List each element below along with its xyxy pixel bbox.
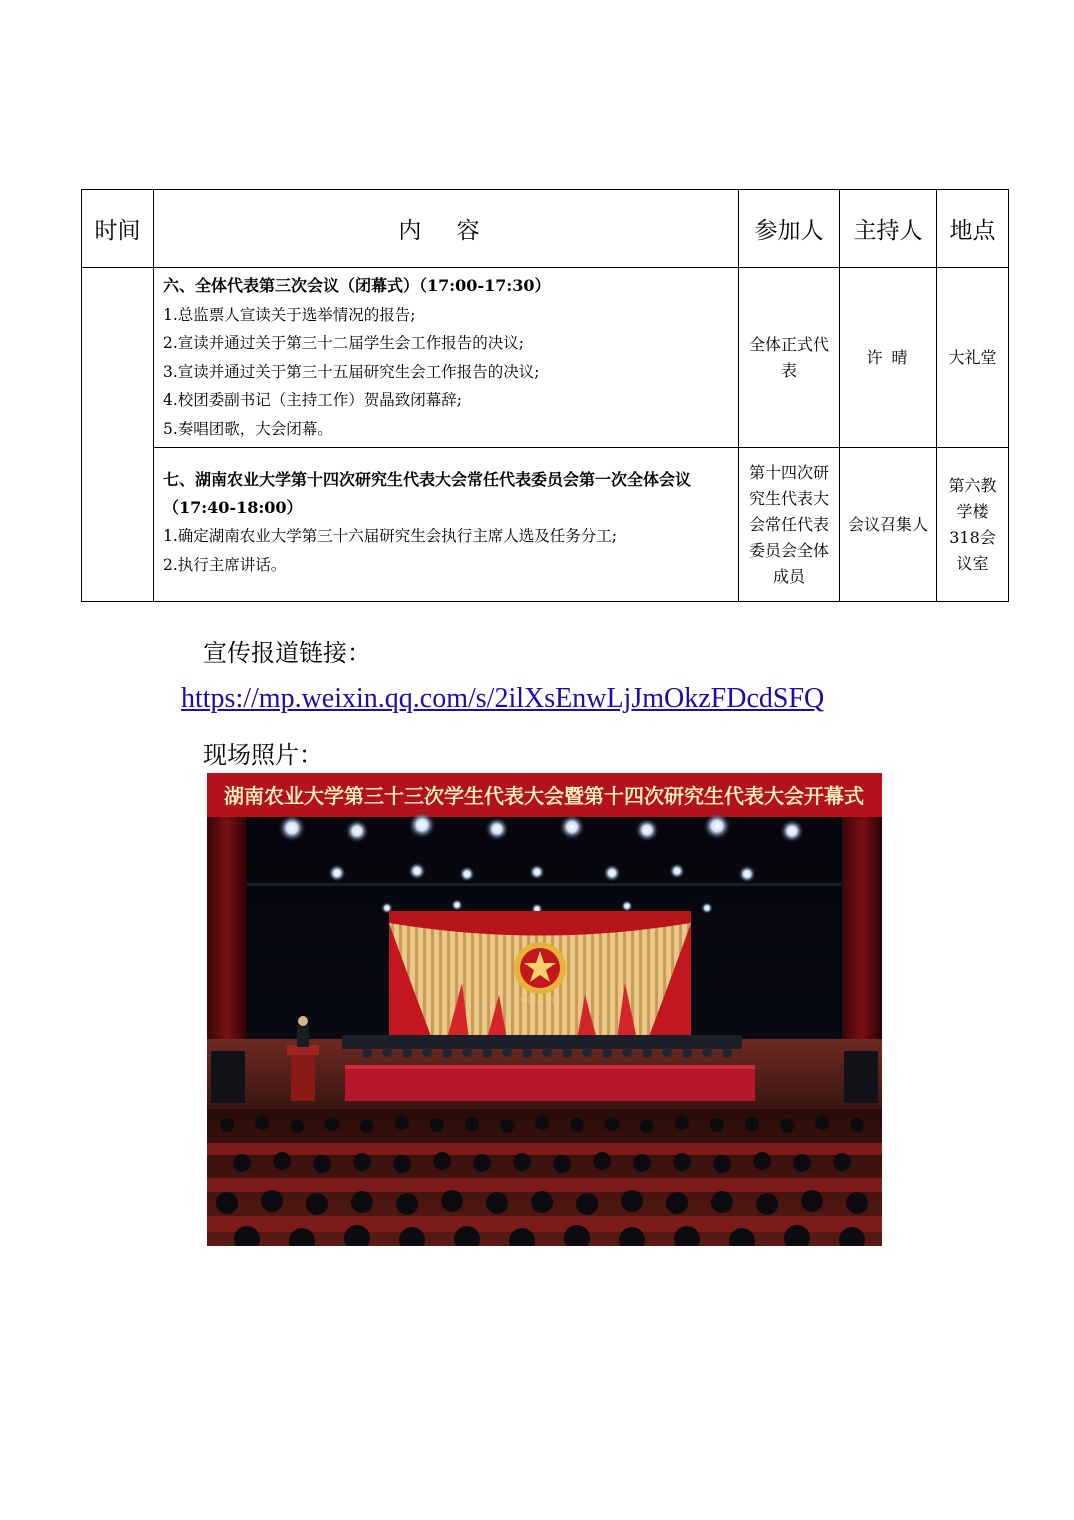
head-table	[342, 1035, 755, 1101]
row-participants-cell	[739, 448, 840, 602]
host-text: 许 晴	[866, 347, 910, 367]
header-host: 主持人	[840, 190, 937, 268]
list-item: 3.宣读并通过关于第三十五届研究生会工作报告的决议;	[163, 362, 540, 381]
row-location-cell	[937, 448, 1009, 602]
header-location: 地点	[937, 190, 1009, 268]
header-participants: 参加人	[739, 190, 840, 268]
row-content-cell	[154, 448, 739, 602]
banner-text: 湖南农业大学第三十三次学生代表大会暨第十四次研究生代表大会开幕式	[224, 784, 864, 808]
emblem-text: 中国共青团	[520, 996, 560, 1005]
participants-text: 全体正式代表	[748, 334, 829, 380]
photo-label: 现场照片：	[203, 741, 323, 769]
table-header-row	[82, 190, 1009, 268]
table-row	[82, 268, 1009, 448]
publicity-label: 宣传报道链接：	[203, 639, 371, 667]
emblem	[514, 942, 566, 1005]
list-item: 1.总监票人宣读关于选举情况的报告;	[163, 305, 416, 324]
banner	[207, 773, 882, 817]
table-row	[82, 448, 1009, 602]
section-title: 七、湖南农业大学第十四次研究生代表大会常任代表委员会第一次全体会议（17:40-18:00）	[163, 470, 692, 517]
row-time-cell	[82, 268, 154, 602]
header-content: 内 容	[154, 190, 739, 268]
list-item: 2.宣读并通过关于第三十二届学生会工作报告的决议;	[163, 334, 525, 352]
row-participants-cell	[739, 268, 840, 448]
list-item: 1.确定湖南农业大学第三十六届研究生会执行主席人选及任务分工;	[163, 527, 618, 545]
location-text: 第六教学楼318会议室	[948, 475, 997, 573]
list-item: 4.校团委副书记（主持工作）贺晶致闭幕辞;	[163, 391, 463, 409]
row-host-cell	[840, 448, 937, 602]
row-location-cell	[937, 268, 1009, 448]
stage-backdrop	[389, 911, 691, 1039]
list-item: 2.执行主席讲话。	[163, 555, 287, 574]
list-item: 5.奏唱团歌，大会闭幕。	[163, 419, 333, 438]
section-title: 六、全体代表第三次会议（闭幕式）（17:00-17:30）	[163, 276, 551, 295]
agenda-table	[81, 189, 1009, 602]
host-text: 会议召集人	[847, 514, 928, 534]
location-text: 大礼堂	[948, 347, 997, 367]
audience	[207, 1109, 882, 1246]
publicity-link[interactable]: https://mp.weixin.qq.com/s/2ilXsEnwLjJmOkzFDcdSFQ	[181, 683, 825, 714]
header-time: 时间	[82, 190, 154, 268]
row-content-cell	[154, 268, 739, 448]
participants-text: 第十四次研究生代表大会常任代表委员会全体成员	[748, 462, 829, 586]
row-host-cell	[840, 268, 937, 448]
event-photo	[207, 773, 882, 1246]
